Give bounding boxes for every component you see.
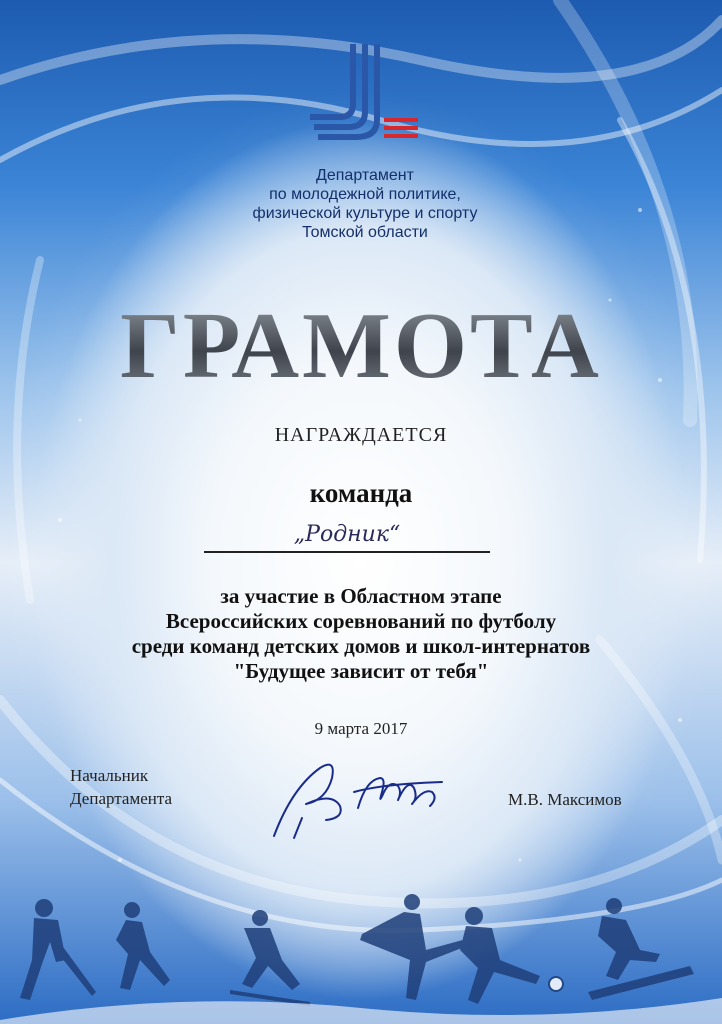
organization-line: по молодежной политике, bbox=[269, 186, 461, 203]
athletes-silhouettes bbox=[0, 880, 722, 1024]
description-line: среди команд детских домов и школ-интернатов bbox=[131, 634, 591, 658]
award-description bbox=[40, 584, 682, 684]
signatory-title-line: Департамента bbox=[70, 789, 173, 808]
signatory-name: М.В. Максимов bbox=[508, 790, 622, 809]
handwritten-signature bbox=[262, 748, 462, 848]
awarded-text: НАГРАЖДАЕТСЯ bbox=[274, 424, 448, 446]
certificate-title: ГРАМОТА bbox=[0, 292, 722, 400]
description-line: за участие в Областном этапе bbox=[220, 584, 502, 608]
team-name-handwritten: „Родник“ bbox=[293, 522, 401, 547]
award-date: 9 марта 2017 bbox=[314, 719, 408, 738]
team-name-underline bbox=[204, 551, 490, 553]
department-logo bbox=[300, 44, 420, 146]
team-label: команда bbox=[309, 478, 413, 508]
signatory-title-line: Начальник bbox=[70, 766, 149, 785]
description-line: Всероссийских соревнований по футболу bbox=[165, 609, 557, 633]
description-line: "Будущее зависит от тебя" bbox=[233, 659, 489, 683]
organization-line: Томской области bbox=[302, 224, 428, 241]
organization-line: Департамент bbox=[316, 167, 414, 184]
organization-line: физической культуре и спорту bbox=[252, 205, 478, 222]
organization-name bbox=[220, 166, 510, 242]
signatory-title bbox=[70, 764, 230, 810]
